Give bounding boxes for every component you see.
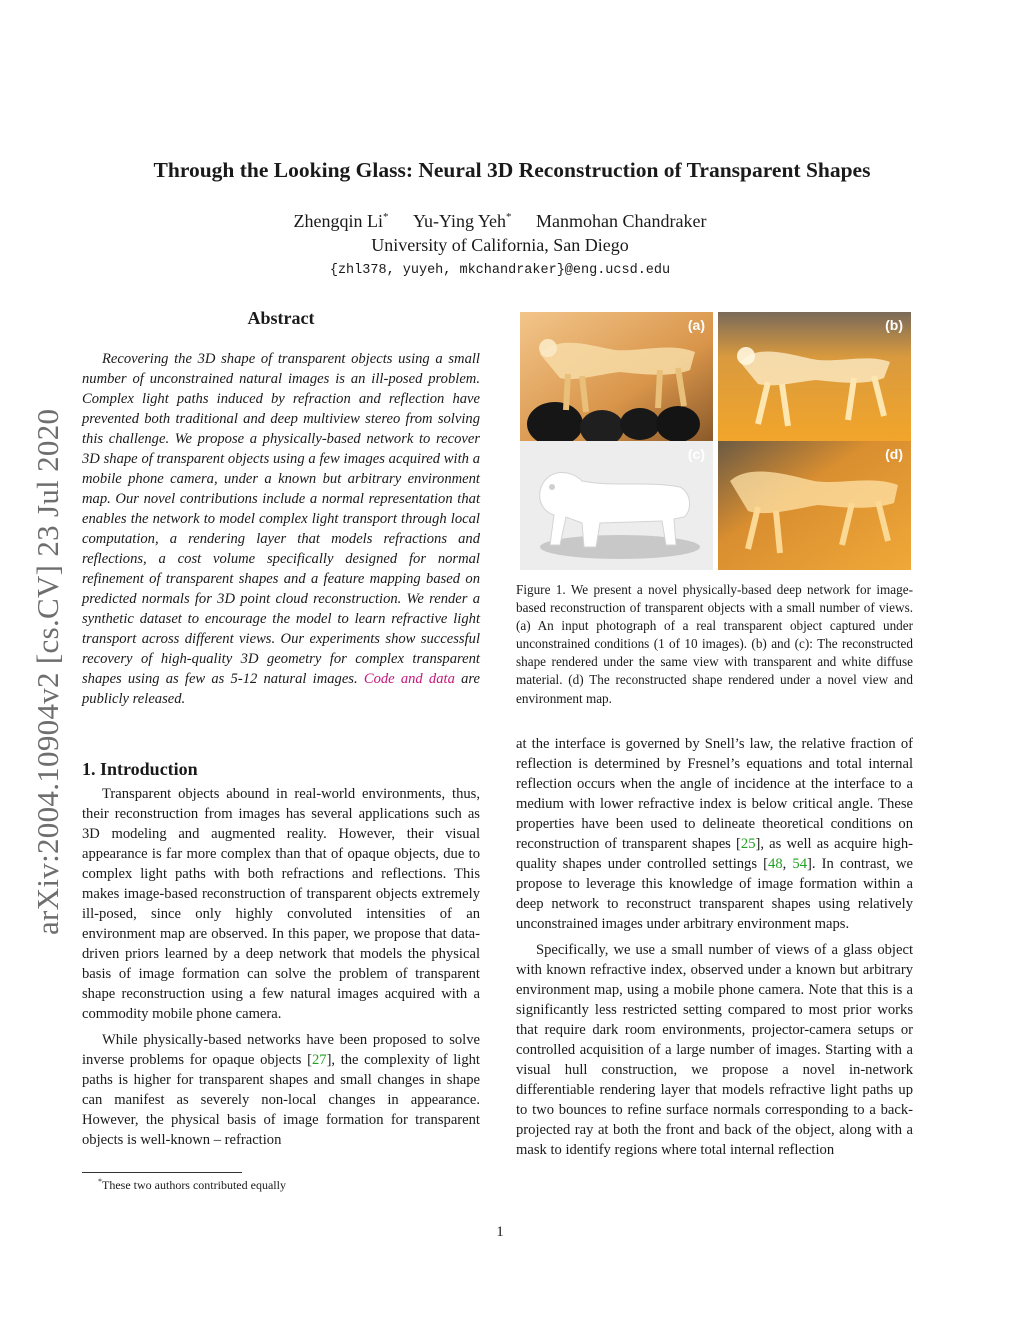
panel-label-a: (a) <box>687 317 705 333</box>
right-column-body <box>516 734 913 1166</box>
abstract-body: Recovering the 3D shape of transparent objects using a small number of unconstrained natural images is an ill-posed problem. Complex light paths induced by refraction and reflection have prevented both traditional and deep multiview stereo from solving this challenge. We propose a physically-based network to recover 3D shape of transparent objects using a few images acquired with a mobile phone camera, under a known but arbitrary environment map. Our novel contributions include a normal representation that enables the network to model complex light transport through local computation, a rendering layer that models refractions and reflections, a cost volume specifically designed for normal refinement of transparent shapes and a feature mapping based on predicted normals for 3D point cloud reconstruction. We render a synthetic dataset to encourage the model to learn refractive light transport across different views. Our experiments show successful recovery of high-quality 3D geometry for complex transparent shapes using as few as 5-12 natural images. Code and data are publicly released. <box>82 351 480 707</box>
introduction-body <box>82 784 480 1156</box>
citation-link[interactable]: 48 <box>768 856 783 872</box>
panel-label-b: (b) <box>885 317 903 333</box>
author-list <box>0 211 1000 232</box>
intro-paragraph-2: While physically-based networks have been proposed to solve inverse problems for opaque objects [27], the complexity of light paths is higher for transparent shapes and small changes in shape can manifest as severely non-local changes in appearance. However, the physical basis of image formation for transparent objects is well-known – refraction <box>82 1032 480 1148</box>
abstract-heading: Abstract <box>247 308 315 328</box>
author-1: Zhengqin Li* <box>293 211 389 231</box>
right-paragraph-2: Specifically, we use a small number of views of a glass object with known refractive index, observed under a known but arbitrary environment map, using a mobile phone camera. Note that this is a significantly less restricted setting compared to most prior works that require dark room environments, projector-camera setups or controlled acquisition of a large number of images. Starting with a visual hull construction, we propose a novel in-network differentiable rendering layer that models refractive light paths up to two bounces to refine surface normals corresponding to a back-projected ray at both the front and back of the object, along with a mask to identify regions where total internal reflection <box>516 942 913 1158</box>
figure-panel-c <box>520 441 713 570</box>
author-3: Manmohan Chandraker <box>536 211 707 231</box>
transparent-render-image <box>718 312 911 441</box>
footnote: *These two authors contributed equally <box>98 1177 286 1192</box>
figure-panel-a <box>520 312 713 441</box>
citation-link[interactable]: 54 <box>792 856 808 872</box>
footnote-divider <box>82 1172 242 1173</box>
arxiv-identifier: arXiv:2004.10904v2 [cs.CV] 23 Jul 2020 <box>30 408 65 935</box>
author-2: Yu-Ying Yeh* <box>413 211 512 231</box>
intro-paragraph-1: Transparent objects abound in real-world environments, thus, their reconstruction from images has several applications such as 3D modeling and augmented reality. However, their visual appearance is far more complex than that of opaque objects, due to complex light paths with both refractions and reflections. This makes image-based reconstruction of transparent objects extremely ill-posed, since only highly convoluted intensities of an environment map are observed. In this paper, we propose that data-driven priors learned by a deep network that models the physical basis of image formation can solve the problem of transparent shape reconstruction using a few natural images acquired with a commodity mobile phone camera. <box>82 786 480 1022</box>
right-paragraph-1: at the interface is governed by Snell’s law, the relative fraction of reflection is determined by Fresnel’s equations and total internal reflection occurs when the angle of incidence at the interface to a medium with lower refractive index is below critical angle. These properties have been used to delineate theoretical conditions on reconstruction of transparent shapes [25], as well as acquire high-quality shapes under controlled settings [48, 54]. In contrast, we propose to leverage this knowledge of image formation within a deep network to reconstruct transparent shapes using relatively unconstrained images under arbitrary environment maps. <box>516 736 913 932</box>
affiliation: University of California, San Diego <box>371 235 629 255</box>
figure-panel-d <box>718 441 911 570</box>
figure-panel-b <box>718 312 911 441</box>
citation-link[interactable]: 27 <box>311 1052 327 1068</box>
page-number: 1 <box>496 1224 504 1240</box>
author-emails: {zhl378, yuyeh, mkchandraker}@eng.ucsd.edu <box>329 263 671 278</box>
figure-1 <box>520 312 911 570</box>
panel-label-d: (d) <box>885 446 903 462</box>
introduction-heading: 1. Introduction <box>82 759 198 779</box>
panel-label-c: (c) <box>687 446 705 462</box>
figure-1-caption: Figure 1. We present a novel physically-based deep network for image-based reconstruction of transparent objects with a small number of views. (a) An input photograph of a real transparent object captured under unconstrained conditions (1 of 10 images). (b) and (c): The reconstructed shape rendered under the same view with transparent and white diffuse material. (d) The reconstructed shape rendered under a novel view and environment map. <box>516 582 913 706</box>
paper-title: Through the Looking Glass: Neural 3D Reconstruction of Transparent Shapes <box>153 158 871 182</box>
citation-link[interactable]: 25 <box>740 836 756 852</box>
code-and-data-link[interactable]: Code and data <box>363 671 455 687</box>
glass-pig-photo-image <box>520 312 713 441</box>
novel-view-render-image <box>718 441 911 570</box>
diffuse-render-image <box>520 441 713 570</box>
